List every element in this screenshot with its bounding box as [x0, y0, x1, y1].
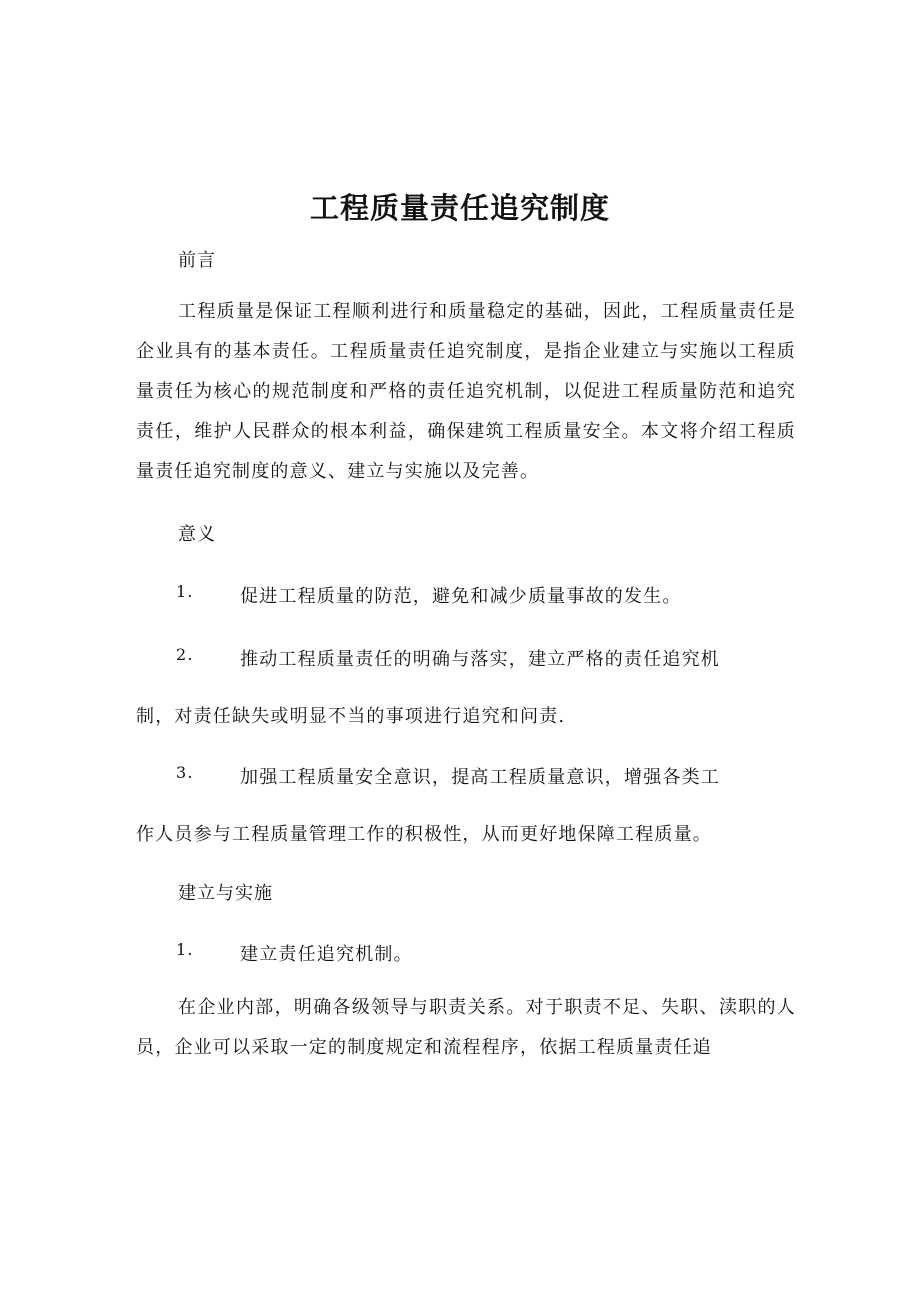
item-text-continuation: 制，对责任缺失或明显不当的事项进行追究和问责. — [136, 706, 566, 727]
item-text: 建立责任追究机制。 — [240, 944, 413, 965]
section-heading-implementation: 建立与实施 — [178, 883, 273, 904]
section-heading-preface: 前言 — [178, 250, 216, 271]
item-number: 2. — [176, 645, 194, 664]
item-text: 推动工程质量责任的明确与落实，建立严格的责任追究机 — [240, 649, 720, 670]
section-heading-significance: 意义 — [178, 524, 216, 545]
preface-paragraph: 工程质量是保证工程顺利进行和质量稳定的基础，因此，工程质量责任是企业具有的基本责任。工程质量责任追究制度，是指企业建立与实施以工程质量责任为核心的规范制度和严格的责任追究机制，以促进工程质量防范和追究责任，维护人民群众的根本利益，确保建筑工程质量安全。本文将介绍工程质量责任追究制度的意义、建立与实施以及完善。 — [136, 301, 796, 482]
item-number: 1. — [176, 940, 194, 959]
document-title: 工程质量责任追究制度 — [309, 191, 610, 225]
item-text-continuation: 作人员参与工程质量管理工作的积极性，从而更好地保障工程质量。 — [136, 824, 712, 845]
item-text: 加强工程质量安全意识，提高工程质量意识，增强各类工 — [240, 767, 720, 788]
item-number: 3. — [176, 763, 194, 782]
item-text: 促进工程质量的防范，避免和减少质量事故的发生。 — [240, 586, 682, 607]
implementation-paragraph: 在企业内部，明确各级领导与职责关系。对于职责不足、失职、渎职的人员，企业可以采取一定的制度规定和流程程序，依据工程质量责任追 — [136, 997, 796, 1058]
item-number: 1. — [176, 582, 194, 601]
